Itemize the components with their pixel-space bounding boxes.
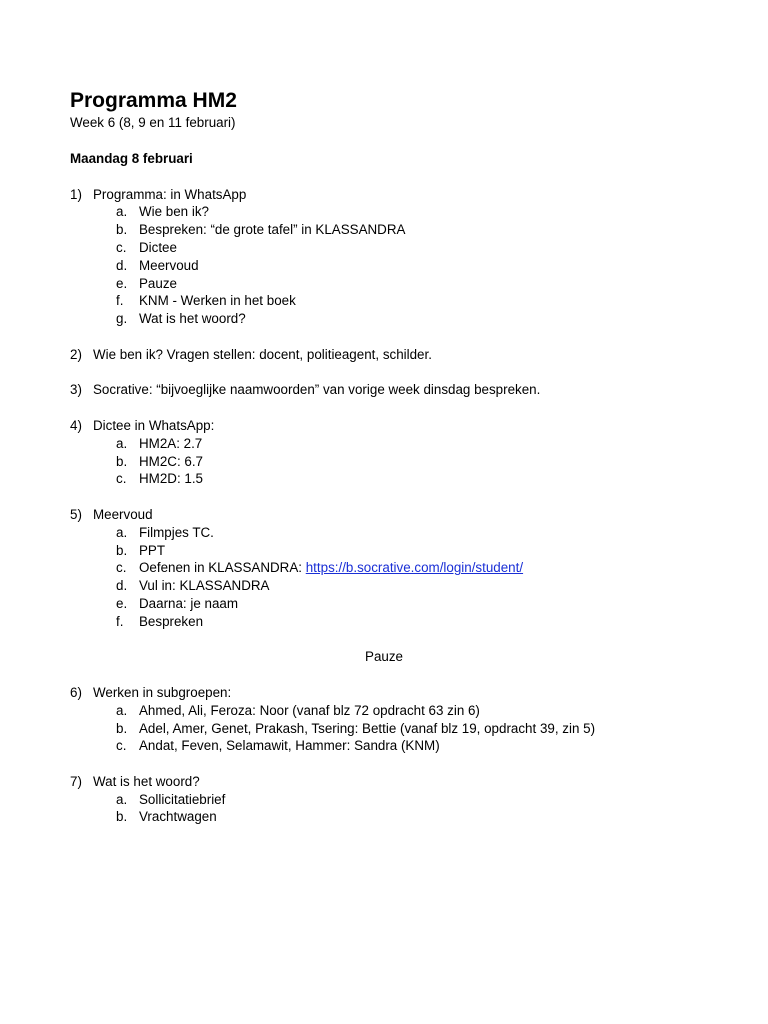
- program-item-3: [70, 381, 710, 399]
- sub-item-letter: e.: [116, 275, 128, 291]
- sub-item: [70, 791, 710, 809]
- program-item-4: [70, 417, 710, 488]
- item-number: 5): [70, 506, 82, 522]
- sub-item-letter: g.: [116, 311, 128, 327]
- item-text: Programma: in WhatsApp: [93, 186, 247, 202]
- day-heading: Maandag 8 februari: [70, 150, 193, 166]
- sub-item-letter: a.: [116, 204, 128, 220]
- sub-item-text: Meervoud: [139, 257, 199, 273]
- socrative-login-link[interactable]: https://b.socrative.com/login/student/: [305, 560, 524, 576]
- sub-list: [70, 702, 710, 755]
- sub-item: [70, 453, 710, 471]
- sub-item-text: Filmpjes TC.: [139, 524, 214, 540]
- sub-item-letter: c.: [116, 738, 127, 754]
- item-text: Werken in subgroepen:: [93, 684, 232, 700]
- item-number: 1): [70, 186, 82, 202]
- sub-item: [70, 542, 710, 560]
- sub-item: [70, 720, 710, 738]
- program-item-2: [70, 346, 710, 364]
- document-subtitle: Week 6 (8, 9 en 11 februari): [70, 115, 236, 130]
- document-title: Programma HM2: [70, 89, 237, 112]
- sub-item-letter: a.: [116, 791, 128, 807]
- item-text: Wie ben ik? Vragen stellen: docent, politieagent, schilder.: [93, 346, 432, 362]
- sub-item-letter: b.: [116, 222, 128, 238]
- sub-item-text: HM2A: 2.7: [139, 435, 203, 451]
- sub-item-text: Vrachtwagen: [139, 809, 217, 825]
- sub-item-letter: d.: [116, 257, 128, 273]
- sub-item-text: Andat, Feven, Selamawit, Hammer: Sandra (KNM): [139, 738, 440, 754]
- sub-item-letter: a.: [116, 524, 128, 540]
- sub-item: [70, 203, 710, 221]
- sub-item-letter: a.: [116, 702, 128, 718]
- sub-item-text: Bespreken: “de grote tafel” in KLASSANDRA: [139, 222, 406, 238]
- sub-item-text: Wat is het woord?: [139, 311, 246, 327]
- program-list: [70, 186, 710, 827]
- sub-item: [70, 257, 710, 275]
- sub-item-letter: f.: [116, 293, 124, 309]
- sub-item: [70, 595, 710, 613]
- sub-item: [70, 221, 710, 239]
- sub-list: [70, 524, 710, 631]
- sub-item-text: Daarna: je naam: [139, 595, 238, 611]
- sub-item: [70, 702, 710, 720]
- item-text: Socrative: “bijvoeglijke naamwoorden” van vorige week dinsdag bespreken.: [93, 382, 541, 398]
- sub-item-letter: b.: [116, 453, 128, 469]
- sub-item-letter: b.: [116, 542, 128, 558]
- sub-item-text: PPT: [139, 542, 166, 558]
- item-number: 4): [70, 417, 82, 433]
- item-number: 3): [70, 382, 82, 398]
- sub-item: [70, 737, 710, 755]
- sub-item-letter: b.: [116, 720, 128, 736]
- item-text: Dictee in WhatsApp:: [93, 417, 215, 433]
- sub-list: [70, 203, 710, 328]
- sub-item-text: HM2D: 1.5: [139, 471, 203, 487]
- sub-item-letter: b.: [116, 809, 128, 825]
- sub-item-letter: e.: [116, 595, 128, 611]
- sub-item: [70, 470, 710, 488]
- program-item-7: [70, 773, 710, 826]
- sub-item-text: Vul in: KLASSANDRA: [139, 578, 270, 594]
- sub-item-text: Wie ben ik?: [139, 204, 209, 220]
- sub-item-letter: a.: [116, 435, 128, 451]
- item-number: 7): [70, 773, 82, 789]
- sub-item-text: Ahmed, Ali, Feroza: Noor (vanaf blz 72 opdracht 63 zin 6): [139, 702, 480, 718]
- sub-item-text: Dictee: [139, 239, 177, 255]
- sub-item-text: HM2C: 6.7: [139, 453, 203, 469]
- sub-item: [70, 524, 710, 542]
- pause-label: Pauze: [365, 649, 403, 665]
- sub-item-letter: c.: [116, 239, 127, 255]
- sub-item-text: Oefenen in KLASSANDRA:: [139, 560, 306, 576]
- sub-item-letter: c.: [116, 471, 127, 487]
- sub-item-text: Bespreken: [139, 613, 204, 629]
- sub-item: [70, 292, 710, 310]
- program-item-6: [70, 684, 710, 755]
- sub-list: [70, 791, 710, 827]
- sub-item: [70, 275, 710, 293]
- sub-item-text: Adel, Amer, Genet, Prakash, Tsering: Bettie (vanaf blz 19, opdracht 39, zin 5): [139, 720, 596, 736]
- sub-list: [70, 435, 710, 488]
- item-text: Meervoud: [93, 506, 153, 522]
- sub-item-letter: c.: [116, 560, 127, 576]
- sub-item: [70, 808, 710, 826]
- sub-item: [70, 559, 710, 577]
- item-number: 2): [70, 346, 82, 362]
- program-item-1: [70, 186, 710, 328]
- sub-item: [70, 613, 710, 631]
- item-text: Wat is het woord?: [93, 773, 200, 789]
- sub-item: [70, 435, 710, 453]
- program-item-5: [70, 506, 710, 631]
- sub-item-text: KNM - Werken in het boek: [139, 293, 296, 309]
- sub-item-text: Pauze: [139, 275, 177, 291]
- sub-item-letter: d.: [116, 578, 128, 594]
- sub-item-text: Sollicitatiebrief: [139, 791, 226, 807]
- sub-item: [70, 239, 710, 257]
- item-number: 6): [70, 684, 82, 700]
- sub-item: [70, 310, 710, 328]
- sub-item: [70, 577, 710, 595]
- sub-item-letter: f.: [116, 613, 124, 629]
- document-page: [70, 88, 710, 844]
